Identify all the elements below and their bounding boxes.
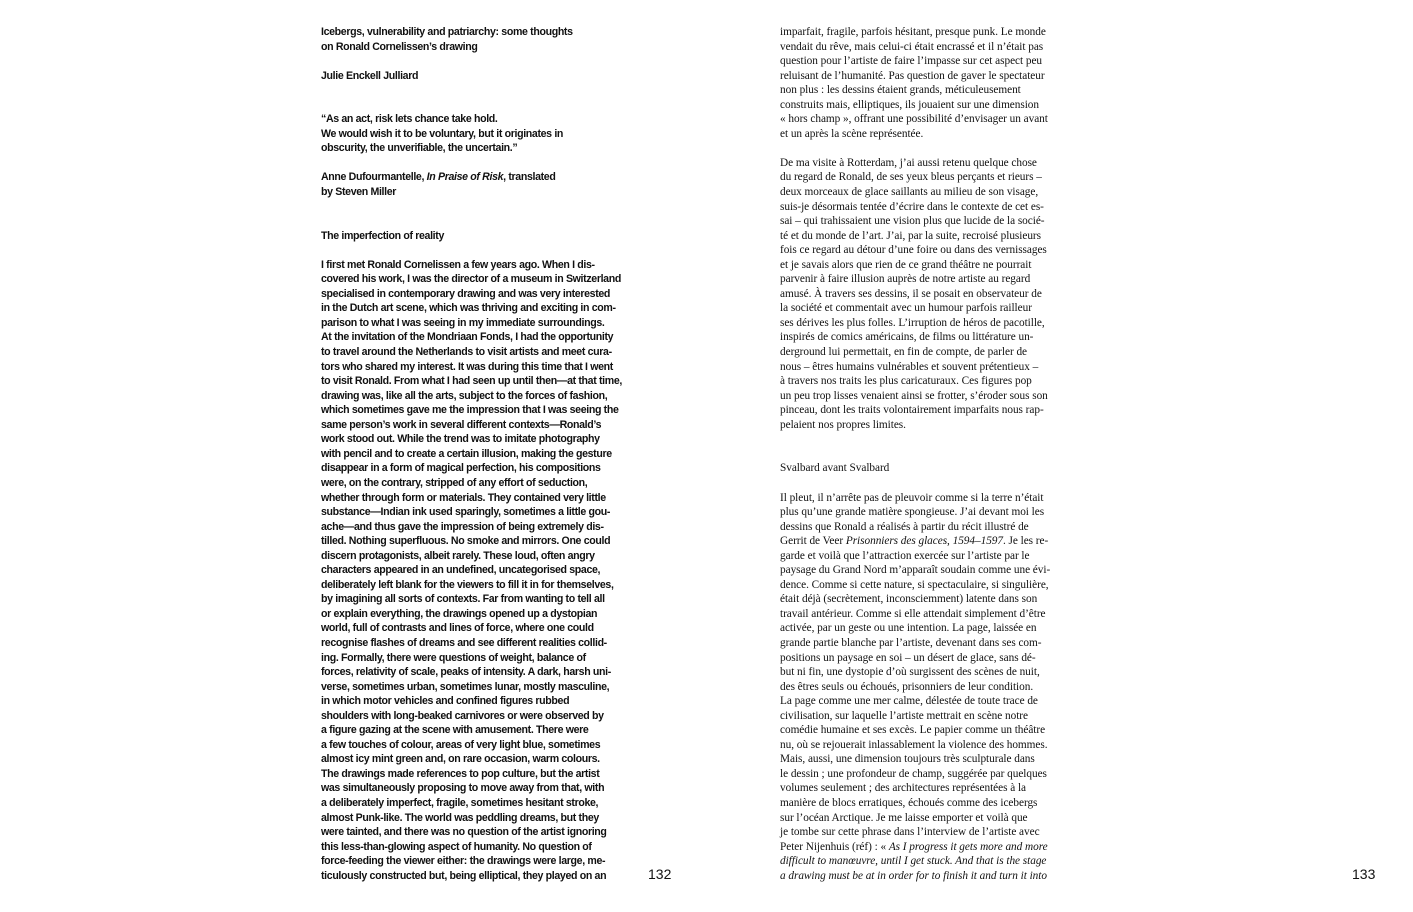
text-line: je tombe sur cette phrase dans l’interview de l’artiste avec — [780, 826, 1040, 839]
text-line: paysage du Grand Nord m’apparaît soudain comme une évi- — [780, 564, 1051, 577]
text-line: reluisant de l’humanité. Pas question de gaver le spectateur — [780, 69, 1045, 82]
text-line: substance—Indian ink used sparingly, sometimes a little gou- — [321, 506, 611, 519]
text-line: du regard de Ronald, de ses yeux bleus perçants et rieurs – — [780, 171, 1042, 184]
text-line: derground lui permettait, en fin de compte, de parler de — [780, 346, 1028, 359]
paragraph-2 — [780, 156, 1050, 432]
text-line: verse, sometimes urban, sometimes lunar, mostly masculine, — [321, 680, 610, 693]
text-line: to travel around the Netherlands to visit artists and meet cura- — [321, 346, 612, 359]
article-title-line-1: Icebergs, vulnerability and patriarchy: some thoughts — [321, 26, 573, 38]
text-line: ache—and thus gave the impression of being extremely dis- — [321, 520, 604, 533]
epigraph-citation-line-2: by Steven Miller — [321, 186, 397, 199]
text-line: forces, relativity of scale, peaks of intensity. A dark, harsh uni- — [321, 666, 611, 679]
paragraph-3 — [780, 491, 1050, 535]
text-line: specialised in contemporary drawing and was very interested — [321, 287, 611, 300]
text-line: imparfait, fragile, parfois hésitant, presque punk. Le monde — [780, 26, 1046, 38]
text-line: in the Dutch art scene, which was thriving and exciting in com- — [321, 302, 616, 315]
text-line: Mais, aussi, une dimension toujours très sculpturale dans — [780, 753, 1035, 766]
text-line: ing. Formally, there were questions of weight, balance of — [321, 651, 586, 664]
citation-author: Anne Dufourmantelle, — [321, 171, 427, 184]
text-line: covered his work, I was the director of a museum in Switzerland — [321, 273, 621, 286]
text-line: grande partie blanche par l’artiste, devenant dans ses com- — [780, 636, 1042, 649]
text-line: work stood out. While the trend was to imitate photography — [321, 433, 600, 446]
quote-line-3: a drawing must be at in order for to finish it and turn it into — [780, 869, 1047, 882]
text-line: nu, où se rejouerait inlassablement la violence des hommes. — [780, 738, 1048, 751]
author-name: Julie Enckell Julliard — [321, 69, 419, 82]
text-line: amusé. À travers ses dessins, il se posait en observateur de — [780, 287, 1042, 300]
text-line: un peu trop lisses venaient ainsi se frotter, s’éroder sous son — [780, 389, 1048, 402]
text-line: deliberately left blank for the viewers to fill it in for themselves, — [321, 578, 614, 591]
text-line: tilled. Nothing superfluous. No smoke and mirrors. One could — [321, 535, 611, 548]
text-line: question pour l’artiste de faire l’impasse sur cet aspect peu — [780, 55, 1043, 68]
text-line: la société et commentait avec un humour parfois railleur — [780, 302, 1032, 315]
text-line: et je savais alors que rien de ce grand théâtre ne pourrait — [780, 258, 1032, 271]
quote-text: As I progress it gets more and more — [888, 840, 1048, 853]
text-line: pelaient nos propres limites. — [780, 418, 906, 431]
book-line-suffix: . Je les re- — [1002, 535, 1049, 548]
text-line: dessins que Ronald a réalisés à partir du récit illustré de — [780, 520, 1029, 533]
text-line: nous – êtres humains vulnérables et souvent prétentieux – — [780, 360, 1039, 373]
text-line: were, on the contrary, stripped of any effort of seduction, — [321, 476, 588, 489]
text-line: tors who shared my interest. It was during this time that I went — [321, 360, 613, 373]
quote-line-1 — [780, 840, 1050, 855]
text-line: were tainted, and there was no question of the artist ignoring — [321, 826, 607, 839]
text-line: At the invitation of the Mondriaan Fonds, I had the opportunity — [321, 331, 614, 344]
text-line: sai – qui trahissaient une vision plus que lucide de la socié- — [780, 215, 1045, 228]
text-line: dence. Comme si cette nature, si spectaculaire, si singulière, — [780, 578, 1049, 591]
text-line: des êtres seuls ou échoués, prisonniers de leur condition. — [780, 680, 1034, 693]
text-line: this less-than-glowing aspect of humanity. No question of — [321, 840, 592, 853]
text-line: La page comme une mer calme, délestée de toute trace de — [780, 695, 1038, 708]
book-title: Prisonniers des glaces, 1594–1597 — [845, 535, 1003, 548]
text-line: pinceau, dont les traits volontairement imparfaits nous rap- — [780, 404, 1044, 417]
text-line: recognise flashes of dreams and see different realities collid- — [321, 636, 607, 649]
citation-suffix: , translated — [503, 171, 556, 184]
text-line: travail antérieur. Comme si elle attendait simplement d’être — [780, 607, 1046, 620]
text-line: Il pleut, il n’arrête pas de pleuvoir comme si la terre n’était — [780, 491, 1044, 504]
epigraph-citation — [321, 170, 622, 185]
text-line: disappear in a form of magical perfection, his compositions — [321, 462, 601, 475]
text-line: a few touches of colour, areas of very light blue, sometimes — [321, 738, 601, 751]
text-line: était déjà (secrètement, inconsciemment) latente dans son — [780, 593, 1038, 606]
section-heading: The imperfection of reality — [321, 229, 444, 242]
text-line: a deliberately imperfect, fragile, sometimes hesitant stroke, — [321, 796, 599, 809]
text-line: De ma visite à Rotterdam, j’ai aussi retenu quelque chose — [780, 156, 1037, 169]
paragraph-3-book-line — [780, 534, 1050, 549]
text-line: was simultaneously proposing to move away from that, with — [321, 782, 605, 795]
paragraph-1 — [780, 25, 1050, 141]
article-title-line-2: on Ronald Cornelissen’s drawing — [321, 40, 478, 53]
text-line: ses dérives les plus folles. L’irruption de héros de pacotille, — [780, 316, 1045, 329]
text-line: comédie humaine et ses excès. Le papier comme un théâtre — [780, 724, 1046, 737]
epigraph-line-1: “As an act, risk lets chance take hold. — [321, 113, 498, 126]
text-line: characters appeared in an undefined, uncategorised space, — [321, 564, 601, 577]
text-line: almost icy mint green and, on rare occasion, warm colours. — [321, 753, 600, 766]
text-line: to visit Ronald. From what I had seen up until then—at that time, — [321, 375, 622, 388]
text-line: or explain everything, the drawings opened up a dystopian — [321, 607, 598, 620]
text-line: civilisation, sur laquelle l’artiste mettrait en scène notre — [780, 709, 1028, 722]
text-line: discern protagonists, albeit rarely. These loud, often angry — [321, 549, 595, 562]
text-line: « hors champ », offrant une possibilité d’envisager un avant — [780, 113, 1048, 126]
text-line: plus qu’une grande matière spongieuse. J’ai devant moi les — [780, 506, 1045, 519]
text-line: vendait du rêve, mais celui-ci était encrassé et il n’était pas — [780, 40, 1044, 53]
text-line: whether through form or materials. They contained very little — [321, 491, 606, 504]
text-line: with pencil and to create a certain illusion, making the gesture — [321, 447, 612, 460]
text-line: activée, par un geste ou une intention. La page, laissée en — [780, 622, 1037, 635]
text-line: fois ce regard au détour d’une foire ou dans des vernissages — [780, 244, 1047, 257]
citation-book-title: In Praise of Risk — [426, 171, 504, 184]
book-author: Gerrit de Veer — [780, 535, 846, 548]
text-line: parison to what I was seeing in my immediate surroundings. — [321, 316, 605, 329]
text-line: construits mais, elliptiques, ils jouaient sur une dimension — [780, 98, 1039, 111]
text-line: shoulders with long-beaked carnivores or were observed by — [321, 709, 604, 722]
epigraph-line-2: We would wish it to be voluntary, but it originates in — [321, 127, 564, 140]
paragraph-3-continued — [780, 549, 1050, 840]
text-line: garde et voilà que l’attraction exercée sur l’artiste par le — [780, 549, 1030, 562]
text-line: manière de blocs erratiques, échoués comme des icebergs — [780, 796, 1038, 809]
text-line: le dessin ; une profondeur de champ, suggérée par quelques — [780, 767, 1047, 780]
text-line: sur l’océan Arctique. Je me laisse emporter et voilà que — [780, 811, 1028, 824]
text-line: à travers nos traits les plus caricaturaux. Ces figures pop — [780, 375, 1032, 388]
text-line: suis-je désormais tentée d’écrire dans le contexte de cet es- — [780, 200, 1044, 213]
text-line: same person’s work in several different contexts—Ronald’s — [321, 418, 602, 431]
text-line: world, full of contrasts and lines of force, where one could — [321, 622, 594, 635]
text-line: force-feeding the viewer either: the drawings were large, me- — [321, 855, 606, 868]
text-line: ticulously constructed but, being elliptical, they played on an — [321, 869, 607, 882]
text-line: deux morceaux de glace saillants au milieu de son visage, — [780, 186, 1039, 199]
text-line: almost Punk-like. The world was peddling dreams, but they — [321, 811, 599, 824]
text-line: in which motor vehicles and confined figures rubbed — [321, 695, 570, 708]
epigraph-line-3: obscurity, the unverifiable, the uncertain.” — [321, 142, 518, 155]
body-text — [321, 258, 622, 884]
text-line: The drawings made references to pop culture, but the artist — [321, 767, 600, 780]
section-heading: Svalbard avant Svalbard — [780, 462, 890, 475]
text-line: I first met Ronald Cornelissen a few years ago. When I dis- — [321, 258, 595, 271]
text-line: positions un paysage en soi – un désert de glace, sans dé- — [780, 651, 1036, 664]
text-line: non plus : les dessins étaient grands, méticuleusement — [780, 84, 1021, 97]
text-line: drawing was, like all the arts, subject to the forces of fashion, — [321, 389, 608, 402]
quote-line-2: difficult to manœuvre, until I get stuck. And that is the stage — [780, 855, 1047, 868]
text-line: parvenir à faire illusion auprès de notre artiste au regard — [780, 273, 1031, 286]
left-page-column — [321, 25, 622, 883]
text-line: which sometimes gave me the impression that I was seeing the — [321, 404, 619, 417]
page-number-left: 132 — [648, 866, 672, 882]
text-line: but ni fin, une dystopie d’où surgissent des scènes de nuit, — [780, 666, 1040, 679]
text-line: by imagining all sorts of contexts. Far from wanting to tell all — [321, 593, 605, 606]
quote-attribution: Peter Nijenhuis (réf) : « — [780, 840, 889, 853]
right-page-column — [780, 25, 1050, 883]
text-line: inspirés de comics américains, de films ou littérature un- — [780, 331, 1034, 344]
text-line: volumes seulement ; des architectures représentées à la — [780, 782, 1026, 795]
text-line: a figure gazing at the scene with amusement. There were — [321, 724, 589, 737]
text-line: et un après la scène représentée. — [780, 127, 924, 140]
page-number-right: 133 — [1352, 866, 1376, 882]
text-line: té et du monde de l’art. J’ai, par la suite, recroisé plusieurs — [780, 229, 1041, 242]
